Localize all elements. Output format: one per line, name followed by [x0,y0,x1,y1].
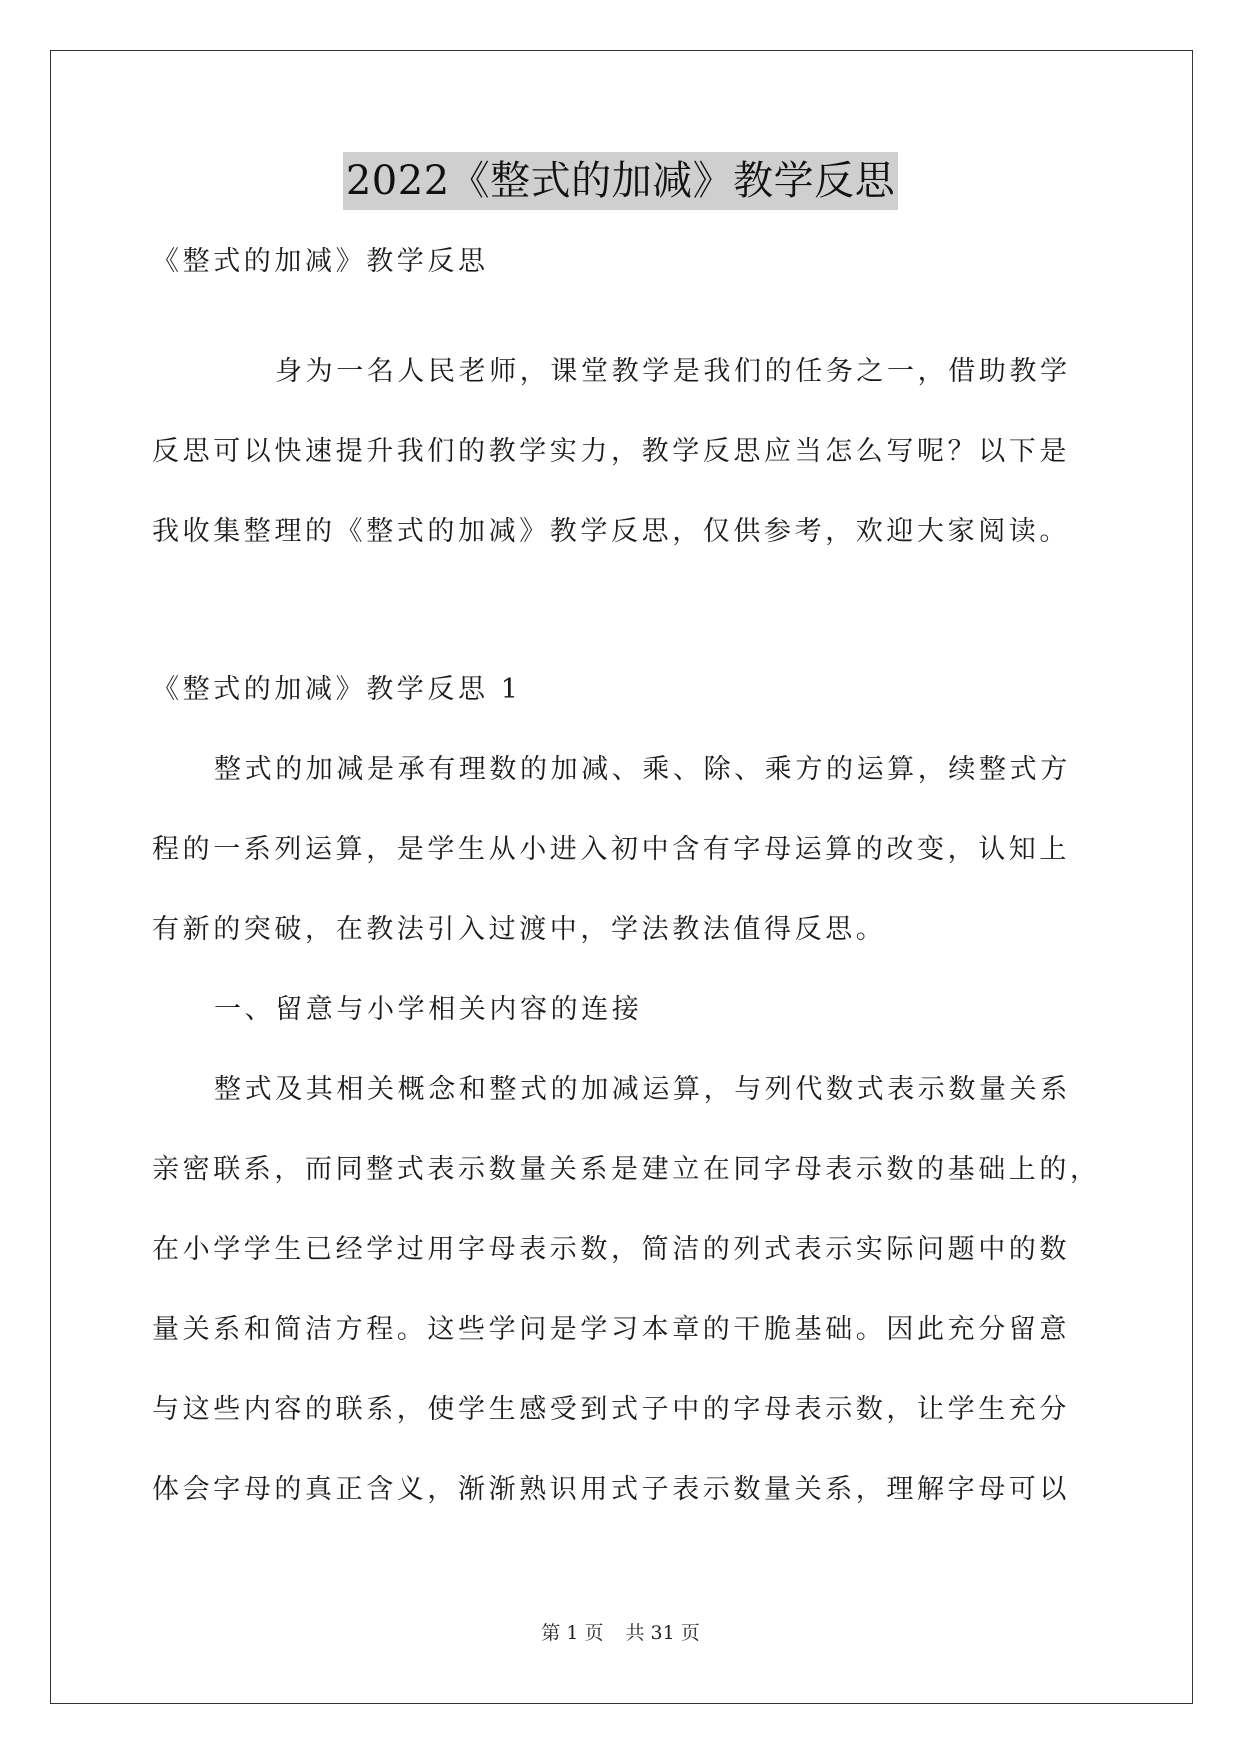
paragraph-line: 我收集整理的《整式的加减》教学反思，仅供参考，欢迎大家阅读。 [152,516,1070,547]
paragraph-line: 体会字母的真正含义，渐渐熟识用式子表示数量关系，理解字母可以 [152,1474,1070,1505]
paragraph-line: 在小学学生已经学过用字母表示数，简洁的列式表示实际问题中的数 [152,1234,1070,1265]
paragraph-line: 整式的加减是承有理数的加减、乘、除、乘方的运算，续整式方 [214,754,1071,785]
paragraph-line: 反思可以快速提升我们的教学实力，教学反思应当怎么写呢？以下是 [152,436,1070,467]
subtitle-line: 《整式的加减》教学反思 [152,246,489,277]
paragraph-line: 与这些内容的联系，使学生感受到式子中的字母表示数，让学生充分 [152,1394,1070,1425]
page-footer [0,1620,1241,1646]
page-number: 第 1 页 [541,1622,604,1644]
paragraph-line: 有新的突破，在教法引入过渡中，学法教法值得反思。 [152,914,887,945]
paragraph-line: 亲密联系，而同整式表示数量关系是建立在同字母表示数的基础上的， [152,1154,1101,1185]
document-title: 2022《整式的加减》教学反思 [343,152,898,210]
paragraph-line: 程的一系列运算，是学生从小进入初中含有字母运算的改变，认知上 [152,834,1070,865]
page-border [50,50,1193,1704]
paragraph-line: 整式及其相关概念和整式的加减运算，与列代数式表示数量关系 [214,1074,1071,1105]
paragraph-line: 身为一名人民老师，课堂教学是我们的任务之一，借助教学 [275,356,1071,387]
page-total: 共 31 页 [625,1622,700,1644]
title-container [0,152,1241,210]
section-heading: 《整式的加减》教学反思 1 [152,674,522,705]
subsection-heading: 一、留意与小学相关内容的连接 [214,994,643,1025]
paragraph-line: 量关系和简洁方程。这些学问是学习本章的干脆基础。因此充分留意 [152,1314,1070,1345]
